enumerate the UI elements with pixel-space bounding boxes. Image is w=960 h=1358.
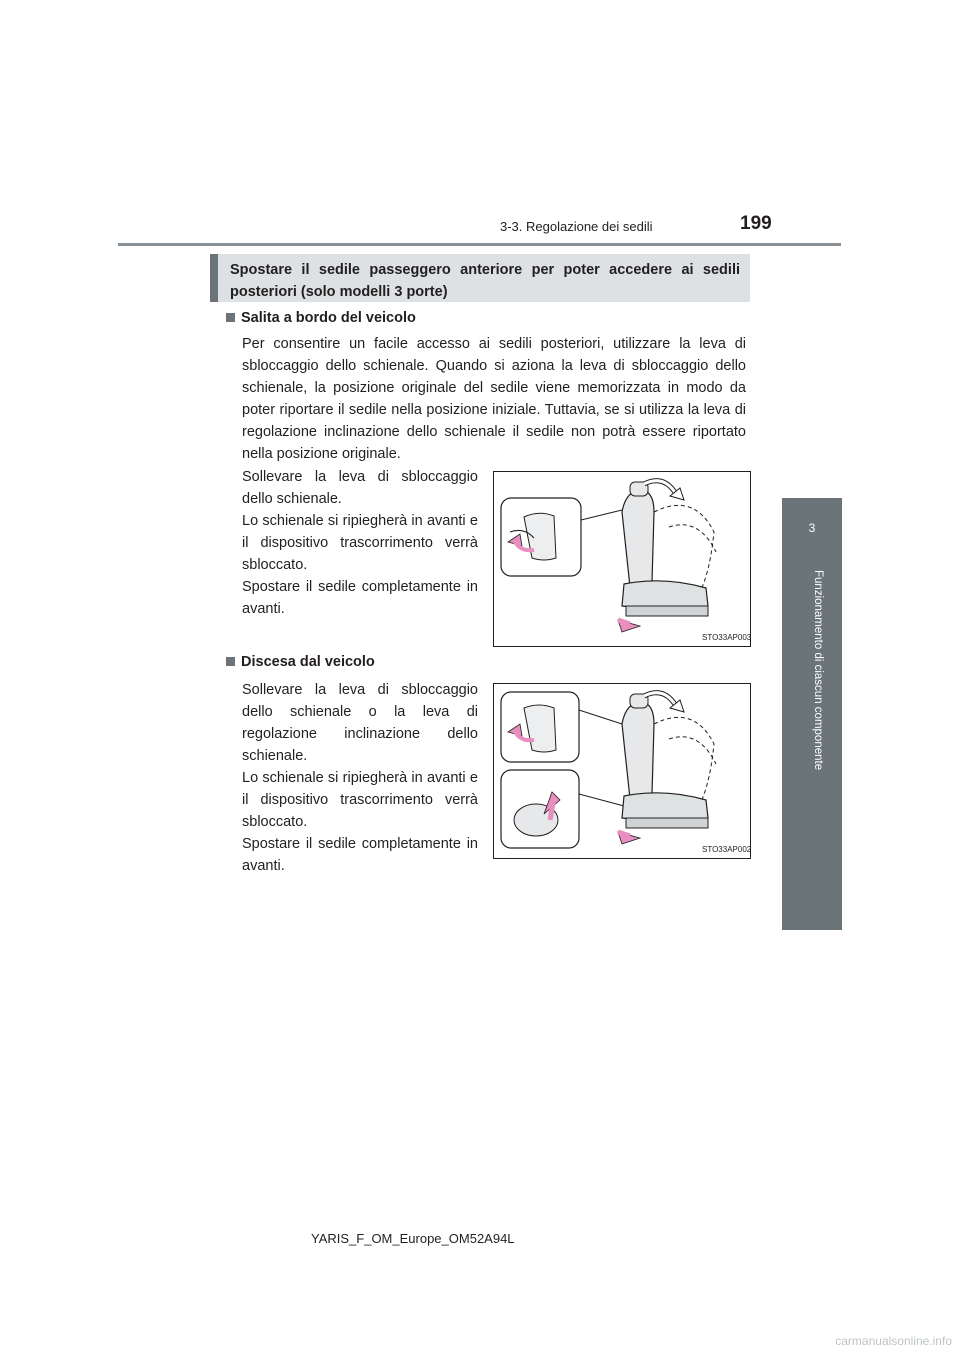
heading-text: Salita a bordo del veicolo bbox=[241, 310, 416, 326]
instruction-step: Spostare il sedile completamente in avanti. bbox=[242, 836, 478, 874]
instruction-step: Sollevare la leva di sbloccaggio dello schienale. bbox=[242, 469, 478, 507]
figure-seat-exiting bbox=[493, 683, 751, 859]
figure-code: STO33AP003 bbox=[702, 633, 750, 642]
section-title-box bbox=[210, 254, 750, 302]
section-title: Spostare il sedile passeggero anteriore per poter accedere ai sedili posteriori (solo modelli 3 porte) bbox=[230, 262, 740, 300]
document-footer-code: YARIS_F_OM_Europe_OM52A94L bbox=[311, 1231, 515, 1246]
instruction-step: Spostare il sedile completamente in avanti. bbox=[242, 579, 478, 617]
instruction-step: Sollevare la leva di sbloccaggio dello schienale o la leva di regolazione inclinazione dello schienale. bbox=[242, 682, 478, 764]
instruction-result: Lo schienale si ripiegherà in avanti e il dispositivo trascorrimento verrà sbloccato. bbox=[242, 513, 478, 573]
entering-instructions bbox=[242, 466, 478, 620]
figure-seat-entering bbox=[493, 471, 751, 647]
header-divider bbox=[118, 243, 841, 246]
heading-text: Discesa dal veicolo bbox=[241, 654, 375, 670]
subsection-heading-exiting bbox=[226, 654, 375, 670]
exiting-instructions bbox=[242, 679, 478, 877]
running-header-section: 3-3. Regolazione dei sedili bbox=[500, 219, 653, 234]
instruction-result: Lo schienale si ripiegherà in avanti e il dispositivo trascorrimento verrà sbloccato. bbox=[242, 770, 478, 830]
page-number: 199 bbox=[740, 213, 772, 234]
square-bullet-icon bbox=[226, 313, 235, 322]
figure-code: STO33AP002 bbox=[702, 845, 750, 854]
square-bullet-icon bbox=[226, 657, 235, 666]
entering-intro-paragraph: Per consentire un facile accesso ai sedili posteriori, utilizzare la leva di sbloccaggio dello schienale. Quando si aziona la leva di sbloccaggio dello schienale, la posizione originale del sedile viene memorizzata in modo da poter riportare il sedile nella posizione iniziale. Tuttavia, se si utilizza la leva di regolazione inclinazione dello schienale il sedile non potrà essere riportato nella posizione originale. bbox=[242, 336, 746, 462]
subsection-heading-entering bbox=[226, 310, 416, 326]
chapter-tab-label: Funzionamento di ciascun componente bbox=[812, 570, 824, 771]
seat-illustration bbox=[494, 684, 750, 858]
chapter-tab-number: 3 bbox=[808, 521, 816, 535]
seat-illustration bbox=[494, 472, 750, 646]
watermark-link[interactable]: carmanualsonline.info bbox=[835, 1334, 952, 1348]
